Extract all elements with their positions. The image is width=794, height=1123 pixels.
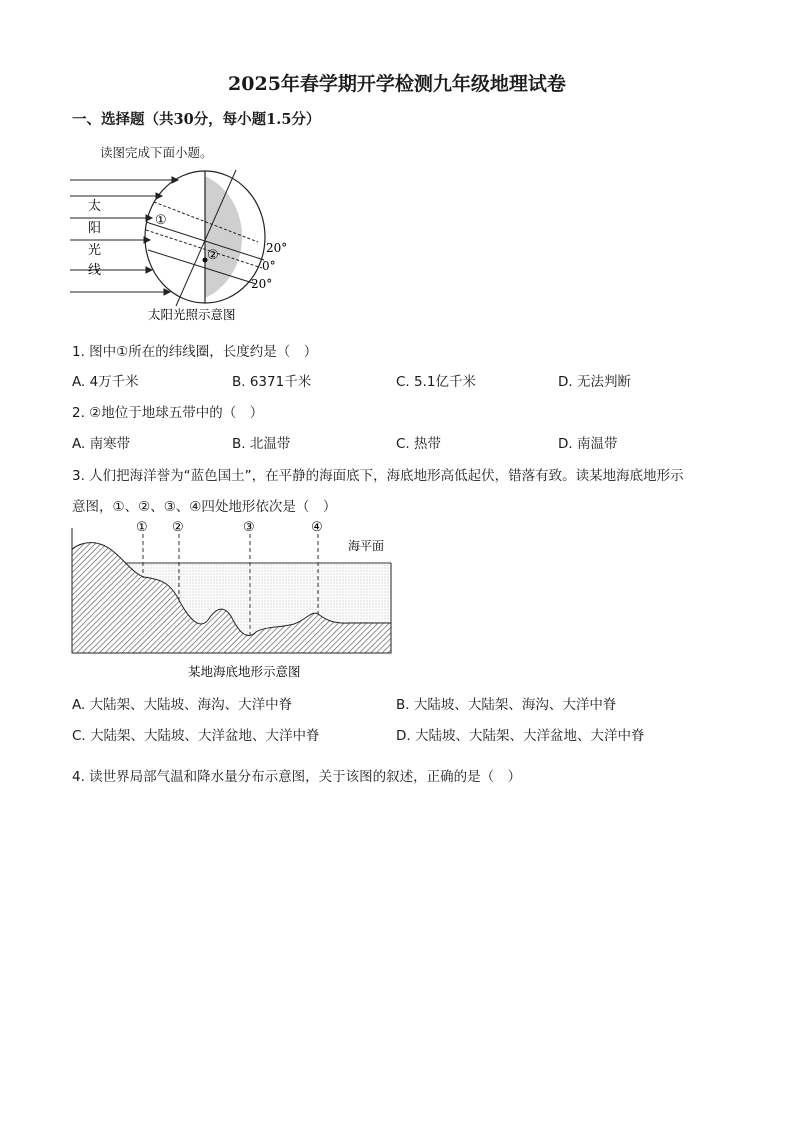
q2-option-c[interactable]: C. 热带 bbox=[396, 436, 442, 452]
q3-option-a[interactable]: A. 大陆架、大陆坡、海沟、大洋中脊 bbox=[72, 697, 293, 713]
question-3-stem-line-1: 3. 人们把海洋誉为“蓝色国土”，在平静的海面底下，海底地形高低起伏，错落有致。读某地海底地形示 bbox=[72, 468, 684, 484]
q1-option-c[interactable]: C. 5.1亿千米 bbox=[396, 374, 476, 390]
seabed-marker-3: ③ bbox=[243, 520, 255, 535]
q3-option-d[interactable]: D. 大陆坡、大陆架、大洋盆地、大洋中脊 bbox=[396, 728, 645, 744]
seabed-marker-4: ④ bbox=[311, 520, 323, 535]
page-title: 2025年春学期开学检测九年级地理试卷 bbox=[228, 73, 566, 95]
question-1-stem: 1. 图中①所在的纬线圈，长度约是（ ） bbox=[72, 344, 318, 360]
q3-option-c[interactable]: C. 大陆架、大陆坡、大洋盆地、大洋中脊 bbox=[72, 728, 320, 744]
seabed-marker-2: ② bbox=[172, 520, 184, 535]
question-4-stem: 4. 读世界局部气温和降水量分布示意图，关于该图的叙述，正确的是（ ） bbox=[72, 769, 522, 785]
question-3-stem-line-2: 意图，①、②、③、④四处地形依次是（ ） bbox=[72, 499, 337, 515]
sun-label-char-4: 线 bbox=[88, 263, 102, 278]
q1-option-d[interactable]: D. 无法判断 bbox=[558, 374, 631, 390]
q2-option-b[interactable]: B. 北温带 bbox=[232, 436, 291, 452]
q3-option-b[interactable]: B. 大陆坡、大陆架、海沟、大洋中脊 bbox=[396, 697, 617, 713]
q2-option-d[interactable]: D. 南温带 bbox=[558, 436, 618, 452]
seabed-marker-1: ① bbox=[136, 520, 148, 535]
sun-label-char-1: 太 bbox=[88, 199, 102, 214]
sun-illumination-figure bbox=[66, 166, 296, 328]
marker-1: ① bbox=[155, 213, 167, 228]
q1-option-b[interactable]: B. 6371千米 bbox=[232, 374, 312, 390]
night-hemisphere bbox=[205, 176, 242, 298]
sun-label-char-2: 阳 bbox=[88, 221, 102, 236]
q2-option-a[interactable]: A. 南寒带 bbox=[72, 436, 131, 452]
lat-label-north-20: 20° bbox=[266, 241, 288, 255]
section-heading: 一、选择题（共30分，每小题1.5分） bbox=[72, 111, 321, 128]
sun-label-char-3: 光 bbox=[88, 243, 102, 258]
intro-text: 读图完成下面小题。 bbox=[100, 145, 213, 160]
sea-level-label: 海平面 bbox=[348, 539, 385, 553]
seabed-topography-figure bbox=[66, 516, 398, 684]
lat-label-south-20: 20° bbox=[251, 277, 273, 291]
figure1-caption: 太阳光照示意图 bbox=[148, 307, 236, 322]
lat-label-equator: 0° bbox=[262, 259, 276, 273]
figure2-caption: 某地海底地形示意图 bbox=[188, 664, 301, 679]
sun-ray-arrows bbox=[70, 177, 178, 295]
question-2-stem: 2. ②地位于地球五带中的（ ） bbox=[72, 405, 264, 421]
q1-option-a[interactable]: A. 4万千米 bbox=[72, 374, 139, 390]
marker-2: ② bbox=[207, 248, 219, 263]
